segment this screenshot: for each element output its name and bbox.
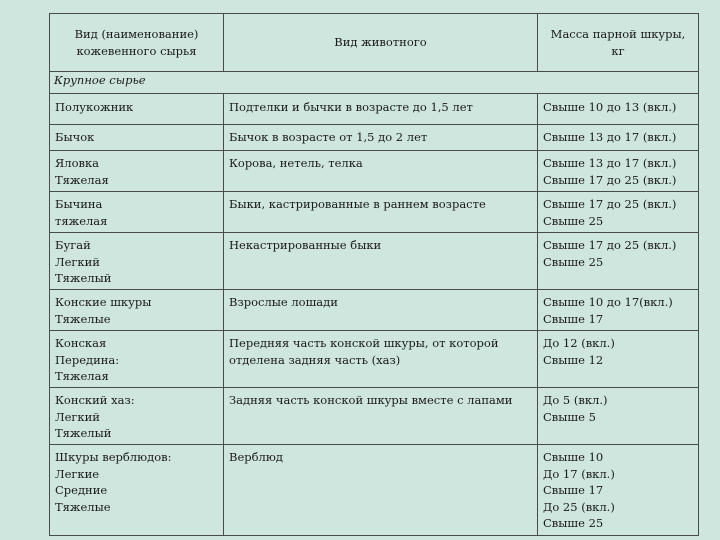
cell-text-line: кожевенного сырья — [76, 43, 197, 58]
cell-text-line: Легкий — [55, 254, 100, 269]
table-row — [50, 331, 699, 388]
cell-name — [50, 445, 224, 536]
table-row — [50, 192, 699, 233]
cell-name — [50, 192, 224, 233]
cell-text-line: Бычок в возрасте от 1,5 до 2 лет — [229, 130, 428, 144]
cell-text-line: Конские шкуры — [55, 295, 152, 309]
cell-name — [50, 94, 224, 125]
table-row — [50, 233, 699, 290]
section-title: Крупное сырье — [50, 72, 699, 94]
table-row — [50, 290, 699, 331]
cell-text-line: Свыше 25 — [543, 516, 604, 530]
cell-text-line: Легкий — [55, 409, 100, 424]
header-hide-mass — [538, 14, 699, 72]
cell-text-line: Тяжелые — [55, 499, 111, 514]
cell-text-line: Передняя часть конской шкуры, от которой — [229, 336, 499, 350]
table-row — [50, 94, 699, 125]
header-raw-material-type — [50, 14, 224, 72]
cell-mass — [538, 151, 699, 192]
cell-text-line: Яловка — [55, 156, 100, 170]
cell-mass — [538, 290, 699, 331]
cell-text-line: До 25 (вкл.) — [543, 499, 615, 514]
cell-text-line: Задняя часть конской шкуры вместе с лапами — [229, 393, 513, 407]
cell-animal — [224, 94, 538, 125]
cell-text-line: До 12 (вкл.) — [543, 336, 615, 350]
cell-text-line: Подтелки и бычки в возрасте до 1,5 лет — [229, 100, 473, 114]
cell-text-line: Свыше 5 — [543, 409, 596, 424]
cell-text-line: Быки, кастрированные в раннем возрасте — [229, 197, 486, 211]
cell-animal — [224, 192, 538, 233]
cell-text-line: Средние — [55, 483, 108, 497]
cell-text-line: отделена задняя часть (хаз) — [229, 352, 401, 367]
cell-animal — [224, 331, 538, 388]
cell-text-line: Свыше 13 до 17 (вкл.) — [543, 130, 677, 144]
cell-name — [50, 331, 224, 388]
table-row — [50, 125, 699, 151]
cell-text-line: (наименование) — [101, 27, 199, 41]
cell-mass — [538, 233, 699, 290]
cell-name — [50, 125, 224, 151]
cell-mass — [538, 445, 699, 536]
table-header-row — [50, 14, 699, 72]
cell-name — [50, 151, 224, 192]
cell-text-line: Конский хаз: — [55, 393, 135, 407]
cell-text-line: До 5 (вкл.) — [543, 393, 608, 407]
cell-text-line: Свыше 17 — [543, 311, 604, 326]
cell-name — [50, 290, 224, 331]
cell-text-line: Свыше 25 — [543, 254, 604, 269]
cell-text-line: Свыше 25 — [543, 213, 604, 228]
cell-text-line: Свыше 10 до 13 (вкл.) — [543, 100, 677, 114]
cell-mass — [538, 388, 699, 445]
table-row — [50, 151, 699, 192]
cell-mass — [538, 125, 699, 151]
cell-text-line: Тяжелая — [55, 369, 109, 383]
cell-text-line: Свыше 17 до 25 (вкл.) — [543, 197, 677, 211]
cell-mass — [538, 94, 699, 125]
cell-animal — [224, 445, 538, 536]
cell-text-line: Полукожник — [55, 100, 134, 114]
cell-text-line: шкуры, кг — [611, 27, 686, 58]
cell-text-line: Свыше 17 до 25 (вкл.) — [543, 238, 677, 252]
cell-text-line: тяжелая — [55, 213, 108, 228]
cell-animal — [224, 388, 538, 445]
cell-text-line: Бычок — [55, 130, 95, 144]
cell-text-line: Бычина — [55, 197, 103, 211]
cell-text-line: Бугай — [55, 238, 91, 252]
cell-animal — [224, 151, 538, 192]
cell-mass — [538, 192, 699, 233]
cell-text-line: Передина: — [55, 352, 120, 367]
cell-text-line: Конская — [55, 336, 107, 350]
cell-text-line: Свыше 13 до 17 (вкл.) — [543, 156, 677, 170]
cell-text-line: Шкуры верблюдов: — [55, 450, 172, 464]
cell-text-line: Некастрированные быки — [229, 238, 382, 252]
cell-text-line: Масса парной — [550, 27, 637, 41]
cell-text-line: Свыше 12 — [543, 352, 604, 367]
cell-text-line: Свыше 10 — [543, 450, 604, 464]
cell-text-line: Тяжелые — [55, 311, 111, 326]
cell-name — [50, 388, 224, 445]
cell-animal — [224, 125, 538, 151]
cell-text-line: Тяжелый — [55, 271, 112, 285]
cell-text-line: Свыше 17 — [543, 483, 604, 497]
cell-mass — [538, 331, 699, 388]
cell-name — [50, 233, 224, 290]
cell-text-line: Корова, нетель, телка — [229, 156, 363, 170]
cell-text-line: До 17 (вкл.) — [543, 466, 615, 481]
cell-text-line: Верблюд — [229, 450, 283, 464]
cell-animal — [224, 233, 538, 290]
cell-text-line: Свыше 17 до 25 (вкл.) — [543, 172, 677, 187]
section-row — [50, 72, 699, 94]
cell-animal — [224, 290, 538, 331]
cell-text-line: Тяжелая — [55, 172, 109, 187]
table-row — [50, 388, 699, 445]
cell-text-line: Легкие — [55, 466, 100, 481]
cell-text-line: Вид — [74, 27, 98, 41]
cell-text-line: Тяжелый — [55, 426, 112, 440]
cell-text-line: Взрослые лошади — [229, 295, 338, 309]
table-row — [50, 445, 699, 536]
cell-text-line: Свыше 10 до 17(вкл.) — [543, 295, 673, 309]
cell-text-line: Вид животного — [334, 35, 427, 50]
hide-classification-table — [49, 13, 699, 536]
header-animal-type — [224, 14, 538, 72]
